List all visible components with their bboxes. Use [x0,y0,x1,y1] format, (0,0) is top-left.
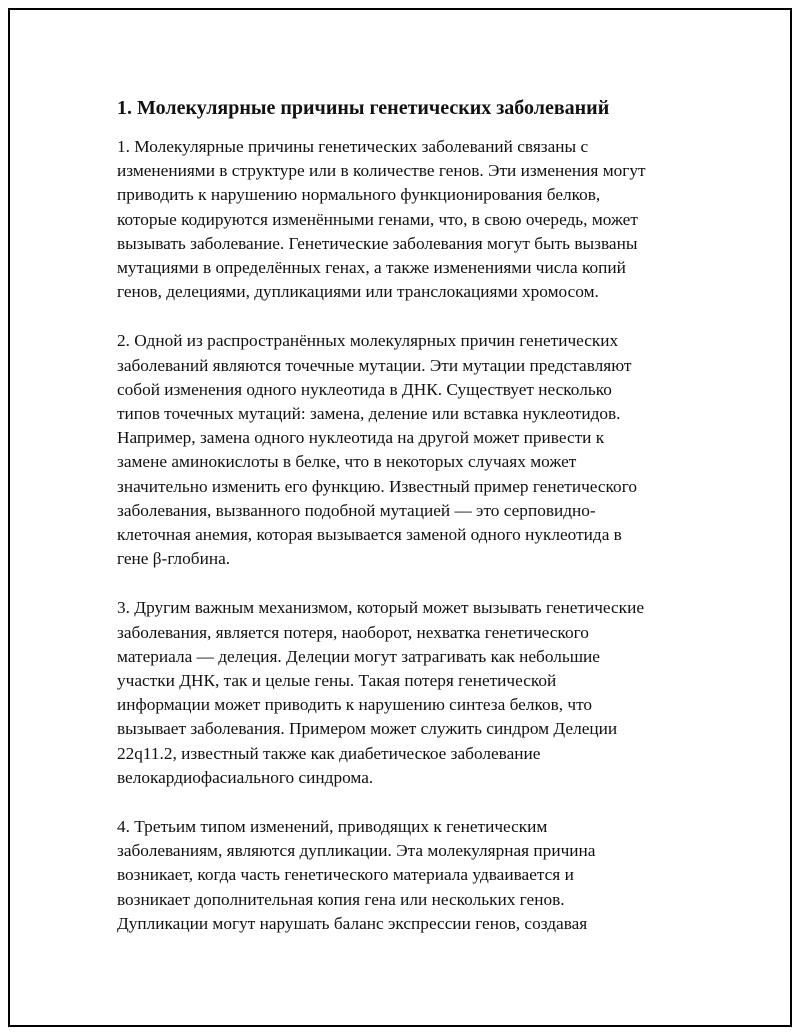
text-line: участки ДНК, так и целые гены. Такая потеря генетической [117,671,557,691]
text-line: значительно изменить его функцию. Известный пример генетического [117,476,637,496]
text-line: заболеваний являются точечные мутации. Эти мутации представляют [117,355,632,375]
text-line: собой изменения одного нуклеотида в ДНК. Существует несколько [117,379,612,399]
text-line: 3. Другим важным механизмом, который может вызывать генетические [117,598,644,618]
text-line: 2. Одной из распространённых молекулярных причин генетических [117,331,619,351]
page-frame [8,8,792,1027]
text-line: Например, замена одного нуклеотида на другой может привести к [117,428,605,448]
text-line: Дупликации могут нарушать баланс экспрессии генов, создавая [117,913,588,933]
paragraph-4 [117,815,697,936]
paragraph-1 [117,135,697,304]
text-line: которые кодируются изменёнными генами, что, в свою очередь, может [117,209,638,229]
text-line: 4. Третьим типом изменений, приводящих к генетическим [117,817,548,837]
text-line: возникает, когда часть генетического материала удваивается и [117,865,574,885]
text-line: 1. Молекулярные причины генетических заболеваний связаны с [117,137,589,156]
text-line: генов, делециями, дупликациями или транслокациями хромосом. [117,282,599,302]
text-line: изменениями в структуре или в количестве генов. Эти изменения могут [117,161,646,181]
text-line: вызывать заболевание. Генетические заболевания могут быть вызваны [117,233,638,253]
text-line: заболевания, является потеря, наоборот, нехватка генетического [117,622,589,642]
text-line: возникает дополнительная копия гена или нескольких генов. [117,889,565,909]
section-heading: 1. Молекулярные причины генетических заболеваний [117,97,610,119]
text-line: 22q11.2, известный также как диабетическое заболевание [117,743,541,763]
text-line: заболевания, вызванного подобной мутацией — это серповидно- [117,500,596,520]
text-line: замене аминокислоты в белке, что в некоторых случаях может [117,452,577,472]
text-line: типов точечных мутаций: замена, деление или вставка нуклеотидов. [117,404,621,424]
text-line: велокардиофасиального синдрома. [117,767,374,787]
text-line: клеточная анемия, которая вызывается заменой одного нуклеотида в [117,525,622,545]
paragraph-3 [117,596,697,790]
text-line: вызывает заболевания. Примером может служить синдром Делеции [117,719,618,739]
paragraph-2 [117,329,697,571]
document-body [117,95,697,961]
text-line: приводить к нарушению нормального функционирования белков, [117,185,601,205]
text-line: гене β-глобина. [117,549,231,569]
text-line: информации может приводить к нарушению синтеза белков, что [117,695,593,715]
text-line: материала — делеция. Делеции могут затрагивать как небольшие [117,646,600,666]
text-line: заболеваниям, являются дупликации. Эта молекулярная причина [117,841,596,861]
text-line: мутациями в определённых генах, а также изменениями числа копий [117,258,626,278]
